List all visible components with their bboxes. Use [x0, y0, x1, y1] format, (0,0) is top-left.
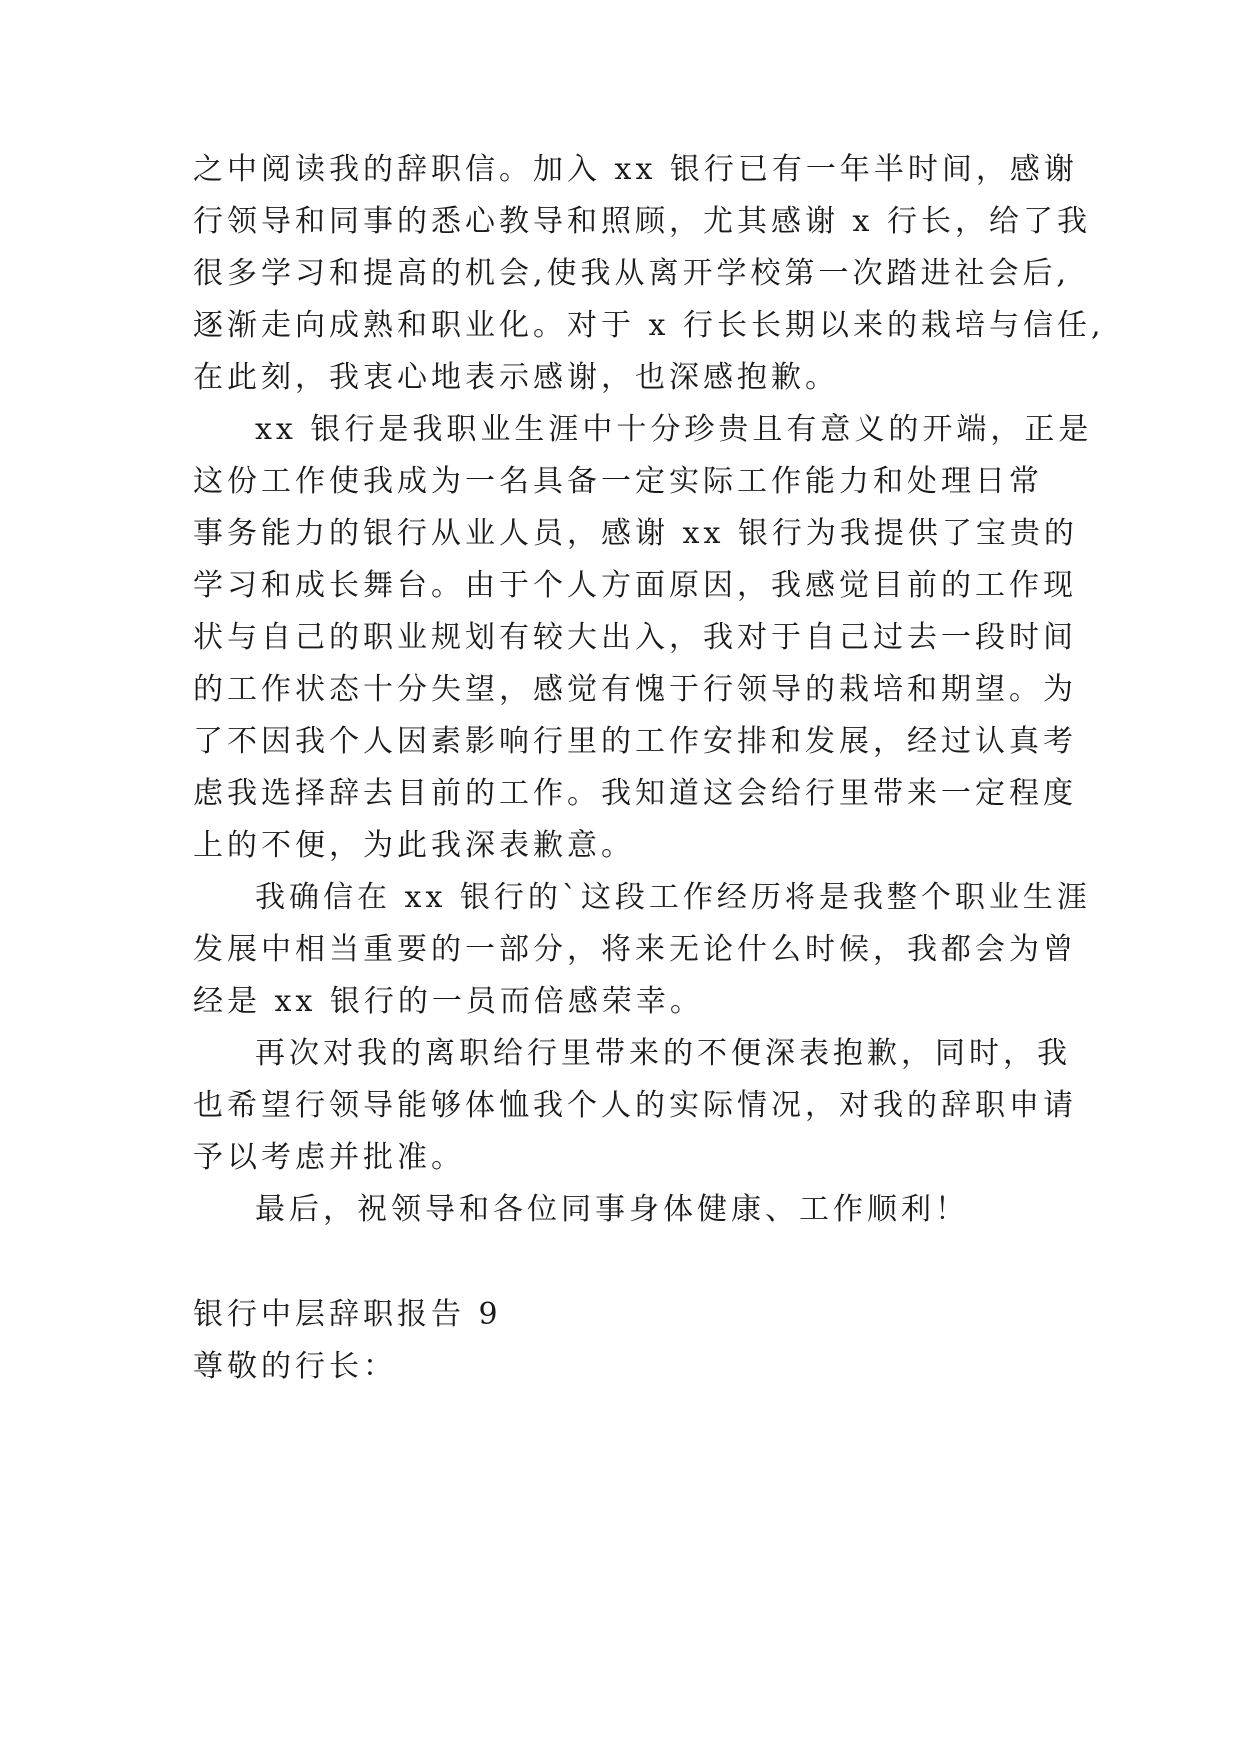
- text-line: 上的不便，为此我深表歉意。: [193, 828, 635, 863]
- section-title: 银行中层辞职报告 9: [193, 1297, 502, 1332]
- text-line: 事务能力的银行从业人员，感谢 xx 银行为我提供了宝贵的: [193, 516, 1078, 551]
- text-line: 经是 xx 银行的一员而倍感荣幸。: [193, 984, 704, 1019]
- text-line: 学习和成长舞台。由于个人方面原因，我感觉目前的工作现: [193, 568, 1077, 603]
- text-line: 予以考虑并批准。: [193, 1140, 465, 1175]
- text-line: 再次对我的离职给行里带来的不便深表抱歉，同时，我: [255, 1036, 1071, 1071]
- text-line: 也希望行领导能够体恤我个人的实际情况，对我的辞职申请: [193, 1088, 1077, 1123]
- text-line: 状与自己的职业规划有较大出入，我对于自己过去一段时间: [193, 620, 1077, 655]
- text-line: 了不因我个人因素影响行里的工作安排和发展，经过认真考: [193, 724, 1077, 759]
- text-line: 虑我选择辞去目前的工作。我知道这会给行里带来一定程度: [193, 776, 1077, 811]
- text-line: 行领导和同事的悉心教导和照顾，尤其感谢 x 行长，给了我: [193, 204, 1091, 239]
- text-line: 在此刻，我衷心地表示感谢，也深感抱歉。: [193, 360, 839, 395]
- text-line: 我确信在 xx 银行的`这段工作经历将是我整个职业生涯: [255, 880, 1091, 915]
- text-line: 很多学习和提高的机会,使我从离开学校第一次踏进社会后,: [193, 256, 1071, 291]
- text-line: 发展中相当重要的一部分，将来无论什么时候，我都会为曾: [193, 932, 1077, 967]
- text-line: 之中阅读我的辞职信。加入 xx 银行已有一年半时间，感谢: [193, 152, 1078, 187]
- text-line: 最后，祝领导和各位同事身体健康、工作顺利！: [255, 1192, 969, 1227]
- text-line: 的工作状态十分失望，感觉有愧于行领导的栽培和期望。为: [193, 672, 1077, 707]
- salutation: 尊敬的行长：: [193, 1349, 397, 1384]
- text-line: xx 银行是我职业生涯中十分珍贵且有意义的开端，正是: [255, 412, 1093, 447]
- text-line: 这份工作使我成为一名具备一定实际工作能力和处理日常: [193, 464, 1043, 499]
- text-line: 逐渐走向成熟和职业化。对于 x 行长长期以来的栽培与信任,: [193, 308, 1105, 343]
